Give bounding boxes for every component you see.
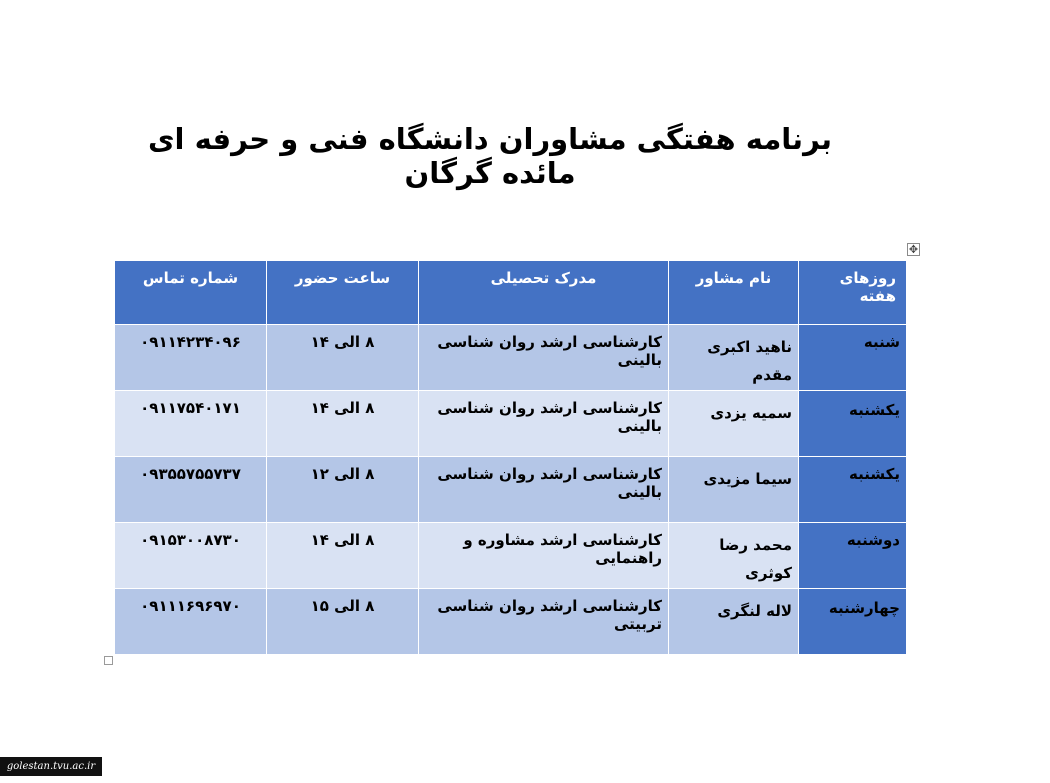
table-move-handle-icon[interactable]: ✥ <box>908 243 919 256</box>
degree-cell: کارشناسی ارشد روان شناسی تربیتی <box>419 589 669 655</box>
site-watermark: golestan.tvu.ac.ir <box>0 757 102 776</box>
name-cell: ناهید اکبری مقدم <box>669 325 799 391</box>
name-cell: لاله لنگری <box>669 589 799 655</box>
phone-cell: ۰۹۱۱۴۲۳۴۰۹۶ <box>115 325 267 391</box>
phone-cell: ۰۹۳۵۵۷۵۵۷۳۷ <box>115 457 267 523</box>
table-row <box>115 391 907 457</box>
day-cell: یکشنبه <box>799 457 907 523</box>
header-hours: ساعت حضور <box>267 261 419 325</box>
degree-cell: کارشناسی ارشد روان شناسی بالینی <box>419 325 669 391</box>
table-row <box>115 325 907 391</box>
schedule-table <box>114 260 907 655</box>
hours-cell: ۸ الی ۱۴ <box>267 523 419 589</box>
degree-cell: کارشناسی ارشد روان شناسی بالینی <box>419 391 669 457</box>
table-row <box>115 589 907 655</box>
page-title: برنامه هفتگی مشاوران دانشگاه فنی و حرفه ای مائده گرگان <box>147 122 833 190</box>
table-row <box>115 457 907 523</box>
day-cell: شنبه <box>799 325 907 391</box>
hours-cell: ۸ الی ۱۴ <box>267 325 419 391</box>
phone-cell: ۰۹۱۱۱۶۹۶۹۷۰ <box>115 589 267 655</box>
header-name: نام مشاور <box>669 261 799 325</box>
header-degree: مدرک تحصیلی <box>419 261 669 325</box>
degree-cell: کارشناسی ارشد مشاوره و راهنمایی <box>419 523 669 589</box>
day-cell: دوشنبه <box>799 523 907 589</box>
hours-cell: ۸ الی ۱۵ <box>267 589 419 655</box>
header-phone: شماره تماس <box>115 261 267 325</box>
header-day: روزهای هفته <box>799 261 907 325</box>
degree-cell: کارشناسی ارشد روان شناسی بالینی <box>419 457 669 523</box>
hours-cell: ۸ الی ۱۴ <box>267 391 419 457</box>
day-cell: چهارشنبه <box>799 589 907 655</box>
table-row <box>115 523 907 589</box>
name-cell: سیما مزیدی <box>669 457 799 523</box>
phone-cell: ۰۹۱۱۷۵۴۰۱۷۱ <box>115 391 267 457</box>
table-resize-handle-icon[interactable] <box>104 656 113 665</box>
table-header-row <box>115 261 907 325</box>
name-cell: محمد رضا کوثری <box>669 523 799 589</box>
name-cell: سمیه یزدی <box>669 391 799 457</box>
hours-cell: ۸ الی ۱۲ <box>267 457 419 523</box>
day-cell: یکشنبه <box>799 391 907 457</box>
phone-cell: ۰۹۱۵۳۰۰۸۷۳۰ <box>115 523 267 589</box>
